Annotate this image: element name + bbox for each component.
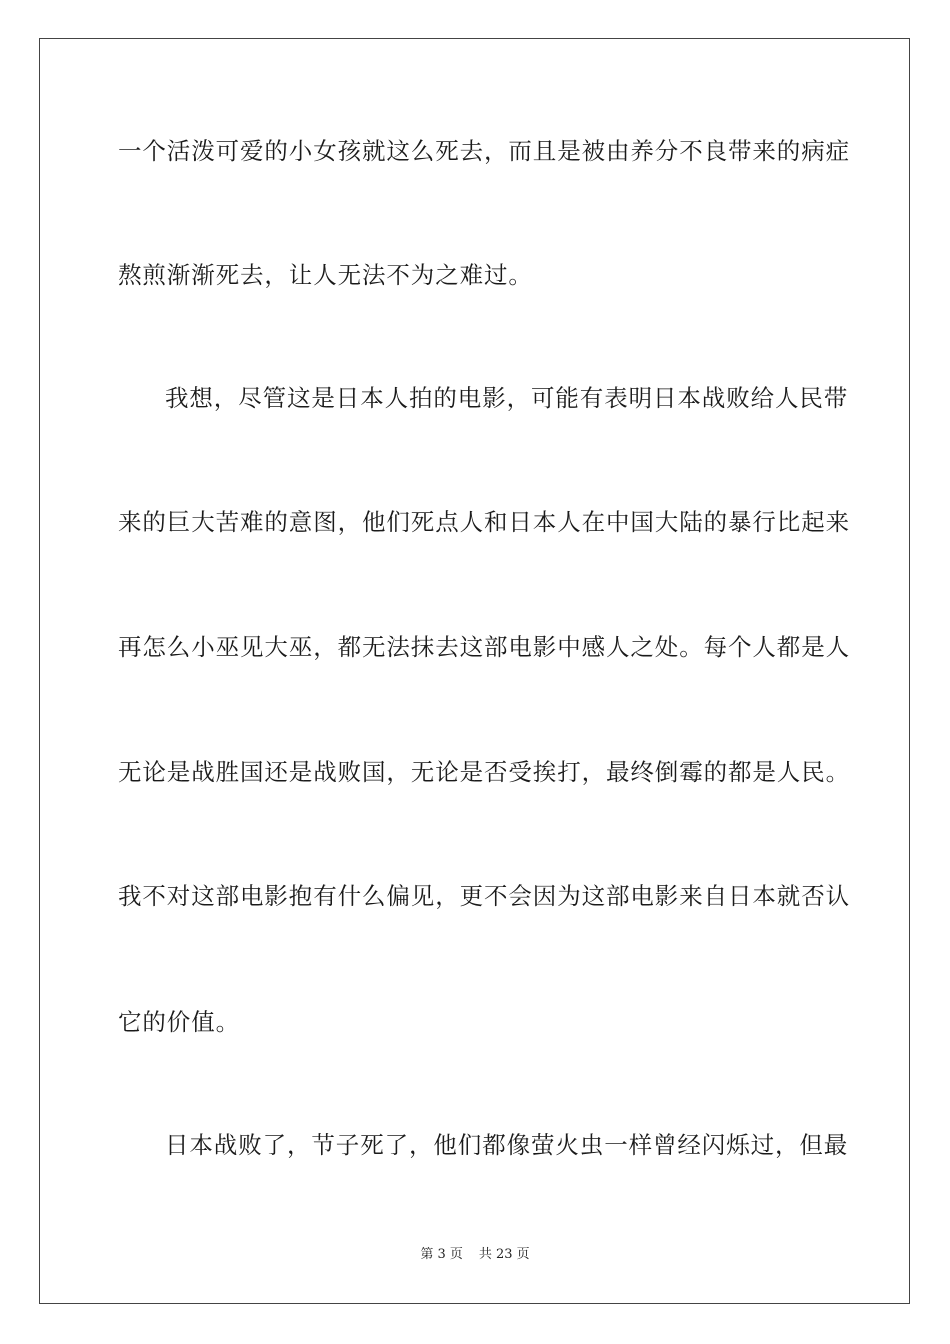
page-number: 第 3 页 [420,1247,463,1262]
text-line-5: 再怎么小巫见大巫，都无法抹去这部电影中感人之处。每个人都是人 [118,633,850,661]
page-footer [0,1246,950,1264]
text-line-7: 我不对这部电影抱有什么偏见，更不会因为这部电影来自日本就否认 [118,882,850,910]
text-line-6: 无论是战胜国还是战败国，无论是否受挨打，最终倒霉的都是人民。 [118,758,850,786]
text-line-2: 熬煎渐渐死去，让人无法不为之难过。 [118,261,533,289]
text-line-9: 日本战败了，节子死了，他们都像萤火虫一样曾经闪烁过，但最 [165,1131,849,1159]
page-total: 共 23 页 [478,1247,530,1262]
text-line-1: 一个活泼可爱的小女孩就这么死去，而且是被由养分不良带来的病症 [118,137,850,165]
text-line-8: 它的价值。 [118,1008,240,1036]
page-border [39,38,910,1304]
text-line-3: 我想，尽管这是日本人拍的电影，可能有表明日本战败给人民带 [165,384,849,412]
text-line-4: 来的巨大苦难的意图，他们死点人和日本人在中国大陆的暴行比起来 [118,508,850,536]
